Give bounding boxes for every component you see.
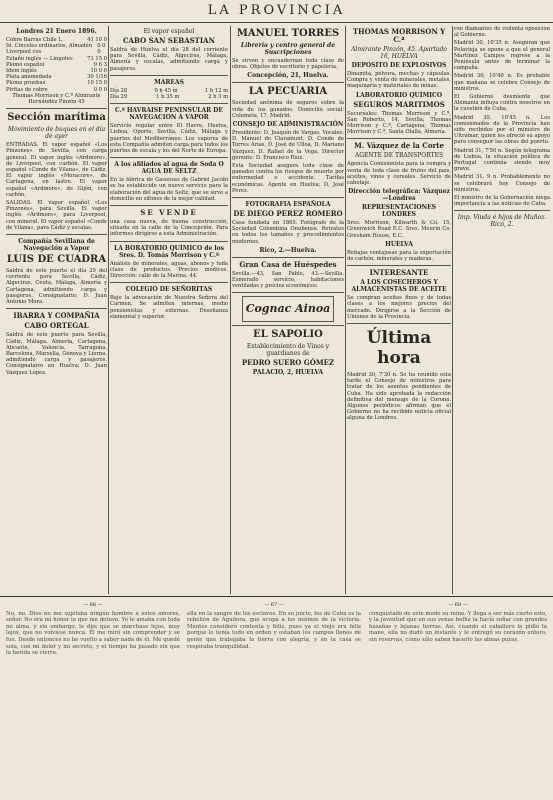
price-row: Plomo español 9 6 3 bbox=[6, 61, 107, 68]
ad-address: Concepción, 21, Huelva. bbox=[247, 72, 329, 80]
company-heading: IBARRA Y COMPAÑIA bbox=[13, 311, 100, 321]
price-row: Plata amonedada 30 1/16 bbox=[6, 74, 107, 81]
firm-signature: Thomas Morrison y C.ª Almirante Hernández Pinzón 45 bbox=[12, 92, 101, 106]
ad-text: Sevilla.—43, San Pablo, 43.—Sevilla. Esmerado servicio, habitaciones ventiladas y precios económicos. bbox=[232, 270, 344, 290]
serial-column bbox=[6, 602, 180, 798]
ship-notice: Saldrá de este puerto el día 29 del corriente para Sevilla, Cádiz, Algeciras, Ceuta, Málaga, Almería y Cartagena, admitiendo carga y pasajeros. Consignatario: D. Juan Antonio Mora. bbox=[6, 268, 107, 306]
feuilleton-divider bbox=[0, 596, 553, 597]
departures-text: SALIDAS. El vapor español «Los Pinzones», para Sevilla. El vapor inglés «Ardmore», para Liverpool, con mineral. El vapor español «Conde de Vilana», para Cádiz y escalas. bbox=[6, 200, 107, 231]
ad-text: Agencia Comisionista para la compra y venta de toda clase de frutos del país, aceites, vinos y cereales. Servicio de cabotaje. bbox=[347, 161, 451, 187]
ad-text: Esta Sociedad asegura toda clase de ganados contra los riesgos de muerte por enfermedad o accidente. Tarifas económicas. Agente en Huelva: D. José Pérez. bbox=[232, 163, 344, 194]
tides-title: MAREAS bbox=[154, 78, 184, 86]
notice-text: En la fábrica de Gaseosas de Gabriel Jacobi se ha establecido un nuevo servicio para la elaboración del agua de Seltz, que se sirve a domicilio en sifones de la mejor calidad. bbox=[110, 177, 228, 202]
masthead: LA PROVINCIA bbox=[0, 0, 553, 23]
news-text: Madrid 31, 7'50 n. Según telegrama de Lisboa, la situación política de Portugal continúa siendo muy grave. bbox=[454, 147, 550, 173]
ad-heading: Gran Casa de Huéspedes bbox=[239, 259, 337, 269]
ad-heading: DE DIEGO PEREZ ROMERO bbox=[233, 209, 343, 219]
arrivals-text: ENTRADAS. El vapor español «Los Pinzones» de Sevilla, con carga general. El vapor inglés «Ardmore», de Liverpool, con carbón. El vapor español «Conde de Vilana», de Cádiz. El vapor inglés «Moracore», de Cartagena, en lastre. El vapor español «Ardmore», de Gijón, con carbón. bbox=[6, 142, 107, 198]
tide-row: Día 28 0 h 45 m 1 h 12 m bbox=[110, 87, 228, 94]
news-text: ron diamantes de violenta oposición al Gobierno. bbox=[454, 26, 550, 39]
ad-subheading: CONSEJO DE ADMINISTRACIÓN bbox=[232, 121, 344, 129]
ship-name: CABO SAN SEBASTIAN bbox=[122, 36, 215, 45]
ship-name: CABO ORTEGAL bbox=[24, 321, 89, 331]
ad-heading: SEGUROS MARITIMOS bbox=[353, 99, 445, 109]
ad-address: Rico, 2.—Huelva. bbox=[259, 246, 317, 254]
ad-heading: LABORATORIO QUÍMICO bbox=[355, 91, 443, 99]
ad-text: Dinamita, pólvora, mechas y cápsulas. Compra y venta de minerales, metales, maquinaria y materiales de minas. bbox=[347, 71, 451, 90]
price-row: Estaño inglés — Lingotes 71 15 0 bbox=[6, 55, 107, 62]
ad-heading: M. Vázquez de la Corte bbox=[354, 141, 444, 151]
news-text: Madrid 30, 7'30 n. Se ha reunido esta tarde el Consejo de ministros para tratar de los asuntos pendientes de Cuba. Ha sido aprobada la redacción definitiva del mensaje de la Corona. Algunos periódicos afirman que el Gobierno no ha recibido noticia oficial alguna de Londres. bbox=[347, 372, 451, 422]
ad-text: Sociedad anónima de seguros sobre la vida de los ganados. Domicilio social: Columela, 17, Madrid. bbox=[232, 100, 344, 119]
ad-text: Sucursales: Thomas Morrison y C.ª, San Roberto, 14, Sevilla; Thomas Morrison y C.ª, Cartagena; Thomas Morrison y C.ª, Santa Olalla, Almería. bbox=[347, 110, 451, 136]
ad-subheading: A LOS COSECHEROS Y ALMACENISTAS DE ACEITE bbox=[351, 279, 447, 294]
company-heading: Compañía Sevillana de Navegación a Vapor bbox=[18, 238, 95, 253]
school-text: Bajo la advocación de Nuestra Señora del Carmen. Se admiten internas, medio pensionistas y externas. Enseñanza elemental y superior. bbox=[110, 295, 228, 320]
ad-address: PALACIO, 2, HUELVA bbox=[252, 369, 324, 377]
ad-text: Rebajas ventajosas para la exportación de carbón, minerales y maderas. bbox=[347, 249, 451, 263]
notice-heading: A los afiliados al agua de Soda O AGUA DE SELTZ bbox=[114, 161, 224, 176]
news-text: Madrid 30, 10'35 n. Aseguran que Polavieja se opone a que el general Martínez Campos regrese a la Península antes de terminar la campaña. bbox=[454, 40, 550, 72]
ad-heading: MANUEL TORRES bbox=[236, 28, 340, 39]
section-title: Sección marítima bbox=[7, 112, 106, 124]
ad-text: Sres. Morrison, Kilwarth & Co. 15, Greenwich Road E.C. Sres. Mourin Co. Gresham House, E.C. bbox=[347, 220, 451, 239]
latest-news-title: Última hora bbox=[366, 328, 432, 369]
printer-imprint: Imp. Viuda é hijos de Muñoz. Rico, 2. bbox=[457, 214, 547, 229]
column-advertisements bbox=[232, 26, 344, 594]
ad-heading: THOMAS MORRISON Y C.ª bbox=[352, 27, 446, 44]
market-heading: Londres 21 Enero 1896. bbox=[16, 28, 97, 35]
lab-text: Análisis de minerales, aguas, abonos y toda clase de productos. Precios módicos. Dirección: calle de la Marina, 44. bbox=[110, 260, 228, 280]
company-text: Servicio regular entre El Havre, Huelva, Lisboa, Oporto, Sevilla, Cádiz, Málaga y puertos del Mediterráneo. Los vapores de esta Compañía admiten carga para todos los puertos de escala y los del Norte de Europa. bbox=[110, 123, 228, 155]
ship-notice: Saldrá de Huelva el día 28 del corriente para Sevilla, Cádiz, Algeciras, Málaga, Almería y escalas, admitiendo carga y pasajeros. bbox=[110, 47, 228, 72]
ad-heading: Dirección telegráfica: Vázquez—Londres bbox=[348, 188, 450, 203]
ad-subheading: Establecimiento de Vinos y guardianes de bbox=[246, 343, 330, 358]
ad-text: Presidente: D. Joaquín de Vargas. Vocales: D. Manuel de Claramunt, D. Conde de Torres Arias, D. José de Ulloa, D. Mariano Vázquez, D. Rafael de la Vega. Director gerente: D. Francisco Ruiz. bbox=[232, 130, 344, 161]
ad-subheading: Librería y centro general de Suscripciones bbox=[240, 42, 336, 56]
ship-intro: El vapor español bbox=[143, 28, 195, 35]
column-divider bbox=[108, 26, 109, 594]
sale-text: una casa nueva, de buena construcción, situada en la calle de la Concepción. Para informes dirigirse a esta Administración. bbox=[110, 219, 228, 238]
price-row: Cobre Barras Chile L. 41 10 0 bbox=[6, 37, 107, 43]
serial-text: No, no. Dios no me sujetaba ningún hombre a estos amores, señor. No era mi honor lo que me detuvo. Yo le amaba con toda mi alma, y sin embargo, le dije que se marchase lejos, muy lejos, que no volviese nunca. Él me miró sin comprender y se fue. Desde entonces no he vuelto a saber nada de él. Me quedé sola, con mi dolor y mi secreto, y el tiempo ha pasado sin que la herida se cierre. bbox=[6, 610, 180, 657]
ad-text: Se sirven y encuadernan toda clase de obras. Objetos de escritorio y papelería. bbox=[232, 58, 344, 71]
news-text: Madrid 30, 10'40 n. Es probable que mañana se celebre Consejo de ministros. bbox=[454, 73, 550, 92]
serial-text: ella en la sangre de los esclavos. En su juicio, los de Cuba es la rebelión de Aguilera, que ocupa a los mismos de la victoria. Mentes consideró contenta y feliz, pues ya el viejo era feliz porque lo tenía todo en orden y estaban los campos llenos de gente que trabajaba la tierra con alegría, y en la casa se respiraba tranquilidad. bbox=[187, 610, 361, 650]
news-text: Madrid 31, 9 n. Probablemente no se celebrará hoy Consejo de ministros. bbox=[454, 174, 550, 193]
ad-heading: FOTOGRAFIA ESPAÑOLA bbox=[245, 201, 331, 209]
sale-heading: SE VENDE bbox=[140, 208, 198, 218]
column-telegrams bbox=[454, 26, 550, 594]
ad-heading: LA PECUARIA bbox=[248, 86, 328, 98]
price-row: Piritas de cobre 0 0 0 bbox=[6, 86, 107, 93]
serial-column bbox=[369, 602, 547, 798]
ad-heading: INTERESANTE bbox=[369, 268, 429, 278]
column-divider bbox=[230, 26, 231, 594]
ad-heading: EL SAPOLIO bbox=[253, 329, 323, 341]
market-price-list bbox=[6, 37, 107, 93]
news-text: El ministro de la Gobernación niega importancia a las noticias de Cuba. bbox=[454, 195, 550, 208]
column-commerce bbox=[347, 26, 451, 594]
ad-text: Se compran aceites finos y de todas clases a los mejores precios del mercado. Dirigirse a la Sección de Uniones de la Provincia. bbox=[347, 295, 451, 320]
ad-heading: PEDRO SUERO GÓMEZ bbox=[241, 358, 335, 368]
news-text: Madrid 30, 10'45 n. Los comisionados de la Provincia han sido recibidos por el ministro de Ultramar, quien les ofreció su apoyo para conseguir las obras del puerto. bbox=[454, 114, 550, 146]
company-heading: C.ª HAVRAISE PENINSULAR DE NAVEGACION A VAPOR bbox=[115, 107, 223, 122]
column-notices bbox=[110, 26, 228, 594]
ad-subheading: AGENTE DE TRANSPORTES bbox=[354, 152, 444, 160]
ship-name: LUIS DE CUADRA bbox=[6, 254, 107, 266]
serial-text: conquistado de este modo su reino. Y llega a ser más cierto esto, y la juventud que en sus venas bullía la hacía soñar con grandes hazañas y lejanas tierras. Así, cuando el caballero le pidió la mano, ella no dudó un instante y le entregó su corazón entero, sin reservas, como sólo saben hacerlo las almas puras. bbox=[369, 610, 547, 643]
column-divider bbox=[452, 26, 453, 594]
ad-text: Casa fundada en 1865. Fotógrafo de la Sociedad Colombina Onubense. Retratos en todos los tamaños y procedimientos modernos. bbox=[232, 220, 344, 245]
column-divider bbox=[345, 26, 346, 594]
news-text: El Gobierno desmiente que Alemania influya contra nosotros en la cuestión de Cuba. bbox=[454, 94, 550, 113]
price-row: Plomo pruebas 10 15 0 bbox=[6, 80, 107, 87]
page-number: — 66 — bbox=[83, 602, 103, 608]
column-market-maritime bbox=[6, 26, 107, 594]
ad-heading: REPRESENTACIONES LONDRES bbox=[361, 204, 436, 219]
price-row: Id. Cinceles ordinarios, Almadén Liverpool cos 0 0 0 bbox=[6, 43, 106, 56]
ad-heading: HUELVA bbox=[385, 240, 413, 248]
ad-heading: DEPOSITO DE EXPLOSIVOS bbox=[351, 62, 447, 69]
page-number: — 67 — bbox=[264, 602, 284, 608]
school-heading: COLEGIO DE SEÑORITAS bbox=[125, 286, 213, 294]
lab-heading: LA BORATORIO QUÍMICO de los Sres. D. Tomás Morrison y C.ª bbox=[113, 244, 225, 259]
page-number: — 68 — bbox=[448, 602, 468, 608]
price-row: Idem inglés 10 0 0 bbox=[6, 68, 107, 75]
cognac-logo: Cognac Ainoa bbox=[242, 296, 334, 322]
ship-notice: Saldrá de este puerto para Sevilla, Cádiz, Málaga, Almería, Cartagena, Alicante, Valencia, Tarragona, Barcelona, Marsella, Génova y Liorna, admitiendo carga y pasajeros. Consignatario en Huelva: D. Juan Vázquez López. bbox=[6, 332, 107, 376]
section-subtitle: Movimiento de buques en el día de ayer bbox=[7, 126, 106, 141]
ad-subheading: Almirante Pinzón, 45. Apartado 16, HUELVA bbox=[351, 46, 447, 60]
tide-row: Día 29 1 h 35 m 2 h 3 m bbox=[110, 94, 228, 101]
serial-column bbox=[187, 602, 361, 798]
